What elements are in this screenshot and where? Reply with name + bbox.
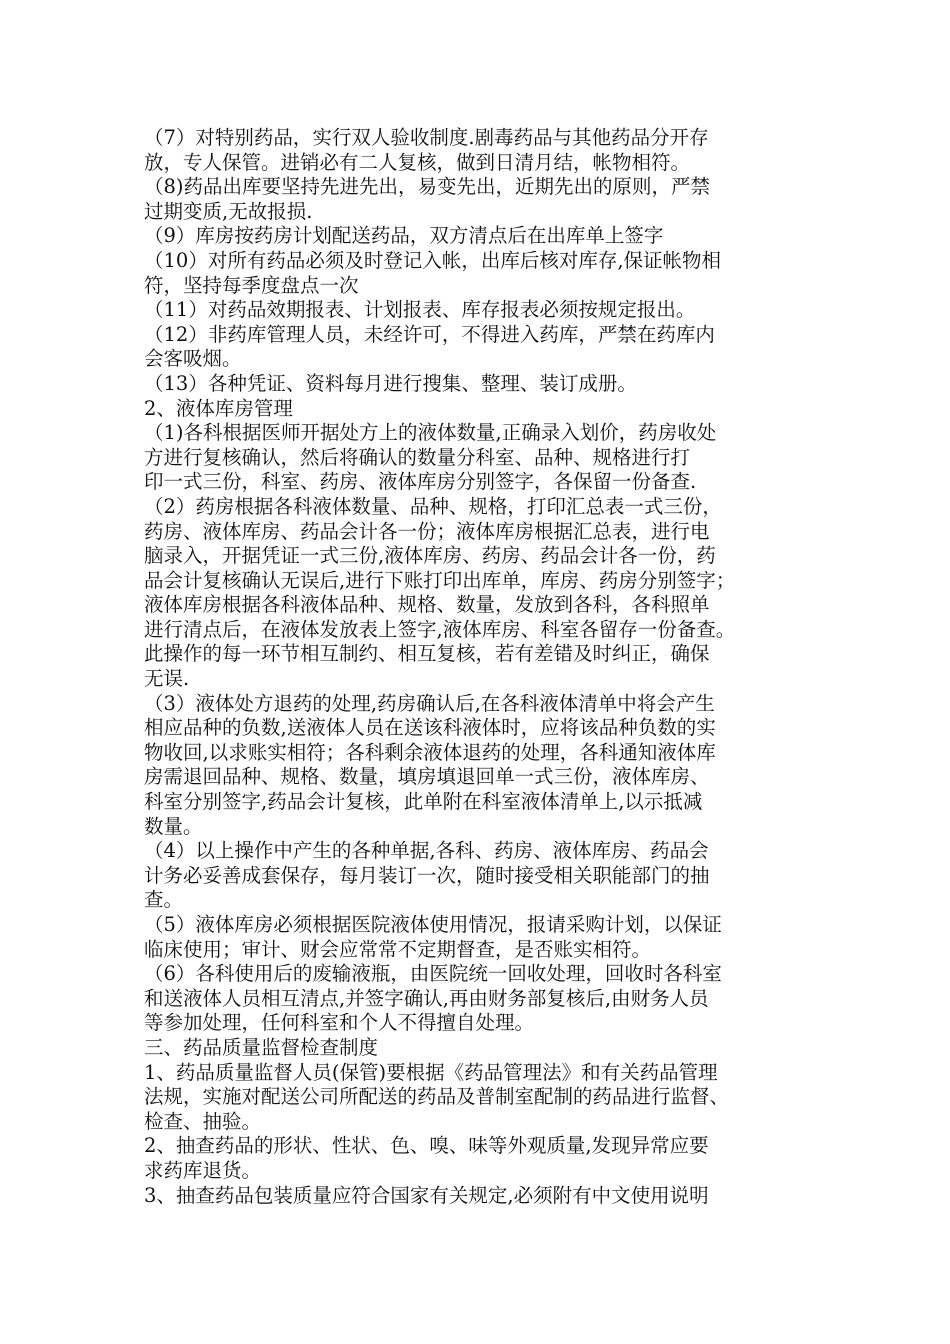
text-line: 液体库房根据各科液体品种、规格、数量，发放到各科，各科照单 xyxy=(144,593,710,617)
text-line: 科室分别签字,药品会计复核，此单附在科室液体清单上,以示抵减 xyxy=(144,790,703,814)
text-line: 过期变质,无故报损. xyxy=(144,199,313,223)
text-line: 物收回,以求账实相符；各科剩余液体退药的处理，各科通知液体库 xyxy=(144,740,716,764)
text-line: 等参加处理，任何科室和个人不得擅自处理。 xyxy=(144,1011,535,1035)
text-line: 药房、液体库房、药品会计各一份；液体库房根据汇总表，进行电 xyxy=(144,519,710,543)
text-line: （13）各种凭证、资料每月进行搜集、整理、装订成册。 xyxy=(144,371,637,395)
text-line: 检查、抽验。 xyxy=(144,1109,262,1133)
text-line: （12）非药库管理人员，未经许可，不得进入药库，严禁在药库内 xyxy=(144,322,715,346)
text-line: （7）对特别药品，实行双人验收制度.剧毒药品与其他药品分开存 xyxy=(144,126,709,149)
text-line: （8)药品出库要坚持先进先出，易变先出，近期先出的原则，严禁 xyxy=(144,175,711,199)
text-line: （6）各科使用后的废输液瓶，由医院统一回收处理，回收时各科室 xyxy=(144,962,722,986)
text-line: 计务必妥善成套保存，每月装订一次，随时接受相关职能部门的抽 xyxy=(144,863,710,887)
text-line: 临床使用；审计、财会应常常不定期督查，是否账实相符。 xyxy=(144,937,652,961)
text-line: （1)各科根据医师开据处方上的液体数量,正确录入划价，药房收处 xyxy=(144,421,717,445)
text-line: 2、抽查药品的形状、性状、色、嗅、味等外观质量,发现异常应要 xyxy=(144,1134,709,1158)
text-line: 符，坚持每季度盘点一次 xyxy=(144,273,359,297)
text-line: 脑录入，开据凭证一式三份,液体库房、药房、药品会计各一份，药 xyxy=(144,544,716,568)
text-line: 和送液体人员相互清点,并签字确认,再由财务部复核后,由财务人员 xyxy=(144,986,709,1010)
text-line: 求药库退货。 xyxy=(144,1158,262,1182)
text-line: 此操作的每一环节相互制约、相互复核，若有差错及时纠正，确保 xyxy=(144,642,710,666)
text-line: 品会计复核确认无误后,进行下账打印出库单，库房、药房分别签字； xyxy=(144,568,736,592)
text-line: （2）药房根据各科液体数量、品种、规格，打印汇总表一式三份， xyxy=(144,494,722,518)
text-line: （11）对药品效期报表、计划报表、库存报表必须按规定报出。 xyxy=(144,298,696,322)
text-line: 查。 xyxy=(144,888,184,912)
text-line: 无误. xyxy=(144,667,190,691)
text-line: 房需退回品种、规格、数量，填房填退回单一式三份，液体库房、 xyxy=(144,765,710,789)
text-line: （4）以上操作中产生的各种单据,各科、药房、液体库房、药品会 xyxy=(144,839,709,863)
text-line: 方进行复核确认，然后将确认的数量分科室、品种、规格进行打 xyxy=(144,445,691,469)
text-line: 放，专人保管。进销必有二人复核，做到日清月结，帐物相符。 xyxy=(144,150,691,174)
text-line: 会客吸烟。 xyxy=(144,347,242,371)
text-line: 1、药品质量监督人员(保管)要根据《药品管理法》和有关药品管理 xyxy=(144,1060,718,1084)
text-line: 相应品种的负数,送液体人员在送该科液体时，应将该品种负数的实 xyxy=(144,716,716,740)
text-line: （9）库房按药房计划配送药品，双方清点后在出库单上签字 xyxy=(144,224,664,248)
text-line: 3、抽查药品包装质量应符合国家有关规定,必须附有中文使用说明 xyxy=(144,1183,709,1207)
section-heading: 2、液体库房管理 xyxy=(144,396,293,420)
text-line: （5）液体库房必须根据医院液体使用情况，报请采购计划，以保证 xyxy=(144,913,722,936)
section-heading: 三、药品质量监督检查制度 xyxy=(144,1035,379,1059)
text-line: （3）液体处方退药的处理,药房确认后,在各科液体清单中将会产生 xyxy=(144,691,715,715)
text-line: 进行清点后，在液体发放表上签字,液体库房、科室各留存一份备查。 xyxy=(144,617,736,641)
text-line: 法规，实施对配送公司所配送的药品及普制室配制的药品进行监督、 xyxy=(144,1085,730,1109)
text-line: 印一式三份，科室、药房、液体库房分别签字，各保留一份备查. xyxy=(144,470,697,494)
document-body xyxy=(144,126,824,1208)
text-line: （10）对所有药品必须及时登记入帐，出库后核对库存,保证帐物相 xyxy=(144,248,722,272)
text-line: 数量。 xyxy=(144,814,203,838)
